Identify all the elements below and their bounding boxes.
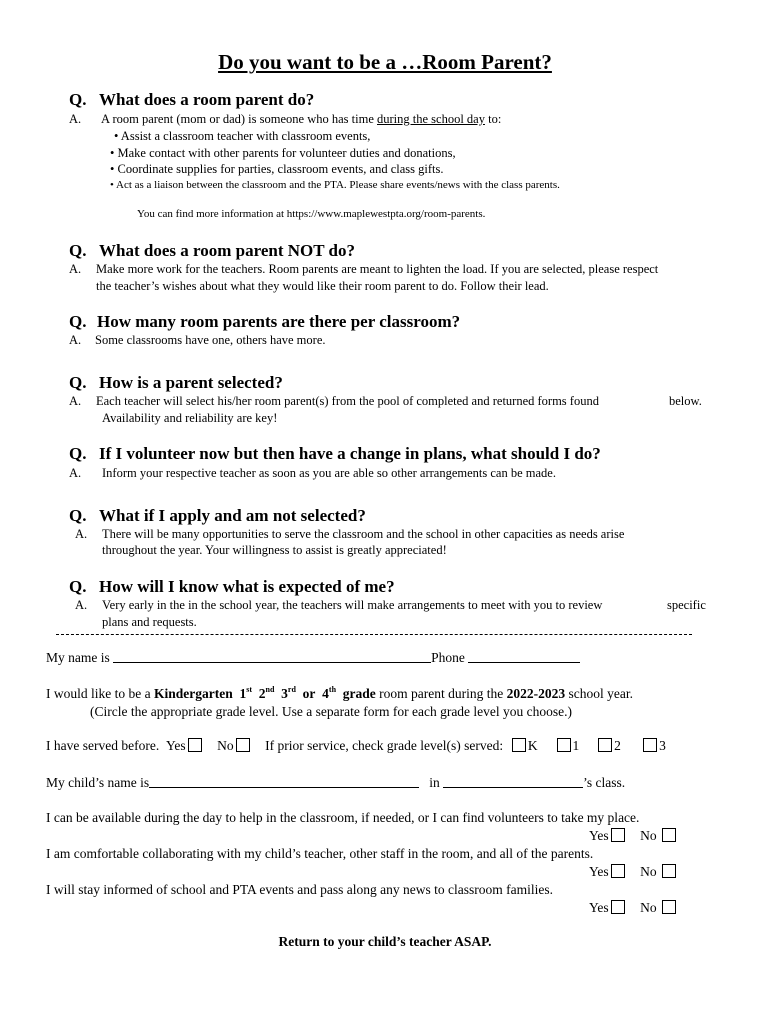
name-label: My name is [46, 650, 110, 665]
level-k-label: K [527, 738, 538, 753]
answer-6-line-2: throughout the year. Your willingness to assist is greatly appreciated! [102, 543, 447, 557]
a-label: A. [75, 598, 88, 612]
child-row [46, 775, 625, 791]
a-label: A. [69, 262, 82, 276]
answer-3-line-1: Some classrooms have one, others have more. [95, 333, 326, 347]
informed-yes-checkbox[interactable] [611, 900, 625, 914]
in-label: in [429, 775, 440, 790]
answer-7-line-1: Very early in the in the school year, the teachers will make arrangements to meet with you to review [102, 598, 603, 612]
served-row [46, 738, 666, 754]
comfortable-answer [589, 864, 678, 880]
a-label: A. [69, 333, 82, 347]
answer-6-line-1: There will be many opportunities to serve the classroom and the school in other capacities as needs arise [102, 527, 625, 541]
question-3-text: How many room parents are there per classroom? [97, 312, 461, 331]
grade-option-2[interactable] [259, 686, 275, 701]
no-label: No [640, 828, 657, 843]
grade-2-number: 2 [258, 686, 266, 701]
yes-label: Yes [589, 900, 609, 915]
grade-note: (Circle the appropriate grade level. Use a separate form for each grade level you choose.) [90, 704, 573, 719]
level-3-label: 3 [659, 738, 666, 753]
answer-3 [69, 333, 326, 348]
answer-1-text: A room parent (mom or dad) is someone who has time [101, 112, 377, 126]
teacher-name-field[interactable] [443, 775, 583, 788]
answer-1-underlined: during the school day [377, 112, 485, 126]
question-3 [69, 312, 460, 332]
comfortable-question: I am comfortable collaborating with my child’s teacher, other staff in the room, and all of the parents. [46, 846, 594, 861]
answer-4-line-2: Availability and reliability are key! [102, 411, 278, 425]
level-3-checkbox[interactable] [643, 738, 657, 752]
answer-7-line-2: plans and requests. [102, 615, 197, 629]
served-no-checkbox[interactable] [236, 738, 250, 752]
grade-4-number: 4 [322, 686, 329, 701]
available-question: I can be available during the day to help in the classroom, if needed, or I can find volunteers to take my place. [46, 810, 640, 825]
cut-line-divider [56, 634, 692, 635]
grade-2-suffix: nd [265, 685, 275, 694]
answer-4-line-1-end: below. [669, 394, 702, 408]
informed-answer [589, 900, 678, 916]
level-1-label: 1 [572, 738, 580, 753]
question-1 [69, 90, 314, 110]
grade-option-3[interactable] [281, 686, 296, 701]
comfortable-no-checkbox[interactable] [662, 864, 676, 878]
a-label: A. [69, 394, 82, 408]
grade-suffix-text: school year. [568, 686, 633, 701]
phone-label: Phone [431, 650, 465, 665]
question-6 [69, 506, 366, 526]
answer-7 [75, 598, 602, 613]
q-label: Q. [69, 506, 87, 525]
answer-5 [69, 466, 556, 481]
a-label: A. [75, 527, 88, 541]
answer-4 [69, 394, 599, 409]
grade-option-kindergarten[interactable]: Kindergarten [153, 686, 233, 701]
grade-prefix: I would like to be a [46, 686, 151, 701]
question-5-text: If I volunteer now but then have a change in plans, what should I do? [99, 444, 601, 463]
informed-question: I will stay informed of school and PTA events and pass along any news to classroom families. [46, 882, 553, 897]
answer-2-line-1: Make more work for the teachers. Room parents are meant to lighten the load. If you are selected, please respect [96, 262, 659, 276]
question-7-text: How will I know what is expected of me? [99, 577, 395, 596]
answer-2-line-2: the teacher’s wishes about what they would like their room parent to do. Follow their lead. [96, 279, 549, 293]
class-label: ’s class. [583, 775, 626, 790]
grade-option-4[interactable] [322, 686, 336, 701]
grade-3-suffix: rd [287, 685, 296, 694]
grade-3-number: 3 [281, 686, 288, 701]
grade-word: grade [342, 686, 376, 701]
question-2 [69, 241, 355, 261]
bullet-item: • Make contact with other parents for volunteer duties and donations, [110, 146, 456, 160]
question-7 [69, 577, 395, 597]
info-line: You can find more information at https://www.maplewestpta.org/room-parents. [137, 208, 486, 220]
grade-option-1[interactable] [239, 686, 252, 701]
prior-service-label: If prior service, check grade level(s) served: [265, 738, 504, 753]
answer-5-line-1: Inform your respective teacher as soon as you are able so other arrangements can be made. [102, 466, 556, 480]
level-2-checkbox[interactable] [598, 738, 612, 752]
answer-7-line-1-end: specific [667, 598, 706, 612]
answer-4-line-1: Each teacher will select his/her room parent(s) from the pool of completed and returned forms found [96, 394, 599, 408]
grade-middle-text: room parent during the [379, 686, 504, 701]
question-4-text: How is a parent selected? [99, 373, 283, 392]
child-name-field[interactable] [149, 775, 419, 788]
answer-2 [69, 262, 658, 277]
available-no-checkbox[interactable] [662, 828, 676, 842]
a-label: A. [69, 466, 82, 480]
name-row [46, 650, 580, 666]
question-4 [69, 373, 283, 393]
bullet-item: • Act as a liaison between the classroom and the PTA. Please share events/news with the class parents. [110, 179, 560, 191]
no-label: No [640, 864, 657, 879]
answer-1 [69, 112, 501, 127]
question-6-text: What if I apply and am not selected? [99, 506, 366, 525]
question-2-text: What does a room parent NOT do? [99, 241, 355, 260]
q-label: Q. [69, 312, 87, 331]
comfortable-yes-checkbox[interactable] [611, 864, 625, 878]
phone-field[interactable] [468, 650, 580, 663]
question-1-text: What does a room parent do? [99, 90, 315, 109]
grade-4-suffix: th [328, 685, 337, 694]
bullet-item: • Assist a classroom teacher with classroom events, [114, 129, 371, 143]
child-name-label: My child’s name is [46, 775, 150, 790]
served-label: I have served before. [46, 738, 160, 753]
answer-1-end: to: [484, 112, 502, 126]
q-label: Q. [69, 241, 87, 260]
level-1-checkbox[interactable] [557, 738, 571, 752]
school-year: 2022-2023 [506, 686, 566, 701]
grade-1-number: 1 [239, 686, 247, 701]
grade-1-suffix: st [246, 685, 253, 694]
grade-row [46, 685, 633, 702]
level-k-checkbox[interactable] [512, 738, 526, 752]
footer-instruction: Return to your child’s teacher ASAP. [278, 934, 492, 949]
answer-6 [75, 527, 624, 542]
yes-label: Yes [589, 828, 609, 843]
q-label: Q. [69, 90, 87, 109]
no-label: No [640, 900, 657, 915]
yes-label: Yes [589, 864, 609, 879]
q-label: Q. [69, 444, 87, 463]
a-label: A. [69, 112, 82, 126]
q-label: Q. [69, 373, 87, 392]
yes-label: Yes [165, 738, 186, 753]
no-label: No [217, 738, 234, 753]
level-2-label: 2 [614, 738, 621, 753]
name-field[interactable] [113, 650, 431, 663]
available-answer [589, 828, 678, 844]
page-title: Do you want to be a …Room Parent? [218, 50, 552, 74]
question-5 [69, 444, 601, 464]
served-yes-checkbox[interactable] [188, 738, 202, 752]
bullet-item: • Coordinate supplies for parties, classroom events, and class gifts. [110, 162, 444, 176]
q-label: Q. [69, 577, 87, 596]
grade-or: or [302, 686, 316, 701]
available-yes-checkbox[interactable] [611, 828, 625, 842]
informed-no-checkbox[interactable] [662, 900, 676, 914]
